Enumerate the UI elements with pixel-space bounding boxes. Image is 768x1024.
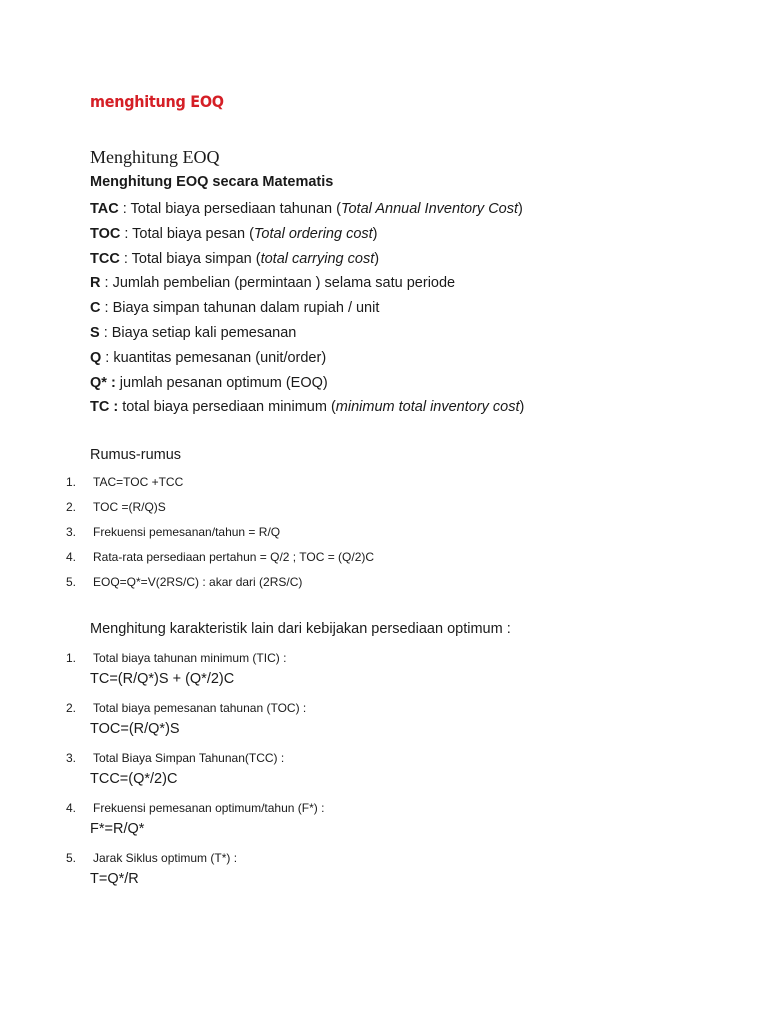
rumus-list xyxy=(66,470,374,595)
definition-item xyxy=(90,321,524,346)
definition-item xyxy=(90,395,524,420)
definition-text: : Biaya simpan tahunan dalam rupiah / unit xyxy=(100,300,380,317)
definition-text: : Jumlah pembelian (permintaan ) selama satu periode xyxy=(100,275,456,292)
definition-item xyxy=(90,296,524,321)
definition-item xyxy=(90,271,524,296)
list-text: EOQ=Q*=V(2RS/C) : akar dari (2RS/C) xyxy=(93,575,303,589)
list-item xyxy=(66,747,324,797)
definition-text: total biaya persediaan minimum ( xyxy=(118,399,336,416)
definition-term: TAC xyxy=(90,201,119,217)
list-item xyxy=(66,545,374,570)
list-item xyxy=(66,570,374,595)
definition-item xyxy=(90,346,524,371)
formula: T=Q*/R xyxy=(90,871,139,887)
definition-term: Q* : xyxy=(90,374,116,391)
list-number: 5. xyxy=(66,851,77,865)
list-item xyxy=(66,495,374,520)
list-label: Total biaya pemesanan tahunan (TOC) : xyxy=(93,701,307,715)
definition-term: R xyxy=(90,275,101,292)
list-item xyxy=(66,647,324,697)
rumus-heading: Rumus-rumus xyxy=(90,447,182,463)
list-label: Frekuensi pemesanan optimum/tahun (F*) : xyxy=(93,801,325,815)
list-item xyxy=(66,797,324,847)
list-number: 4. xyxy=(66,550,77,564)
definition-text: : kuantitas pemesanan (unit/order) xyxy=(101,349,327,366)
list-number: 1. xyxy=(66,651,77,665)
definition-item xyxy=(90,222,524,247)
definition-tail: ) xyxy=(518,201,523,217)
list-text: Frekuensi pemesanan/tahun = R/Q xyxy=(93,525,281,539)
list-text: Rata-rata persediaan pertahun = Q/2 ; TOC = (Q/2)C xyxy=(93,550,375,564)
definition-term: TCC xyxy=(90,250,120,267)
definition-text: : Total biaya pesan ( xyxy=(120,225,254,242)
list-text: TAC=TOC +TCC xyxy=(93,475,184,489)
definition-term: TOC xyxy=(90,225,121,242)
formula: TCC=(Q*/2)C xyxy=(90,771,178,787)
red-title: menghitung EOQ xyxy=(90,92,224,111)
list-label: Total Biaya Simpan Tahunan(TCC) : xyxy=(93,751,285,765)
list-item xyxy=(66,847,324,897)
list-number: 4. xyxy=(66,801,77,815)
list-number: 3. xyxy=(66,751,77,765)
list-label: Jarak Siklus optimum (T*) : xyxy=(93,851,238,865)
list-item xyxy=(66,697,324,747)
karakteristik-list xyxy=(66,647,324,897)
definition-italic: minimum total inventory cost xyxy=(335,399,520,416)
karakteristik-heading: Menghitung karakteristik lain dari kebijakan persediaan optimum : xyxy=(90,621,511,637)
list-item xyxy=(66,520,374,545)
definition-term: C xyxy=(90,300,101,317)
list-text: TOC =(R/Q)S xyxy=(93,500,166,514)
definition-tail: ) xyxy=(519,399,525,416)
definition-term: S xyxy=(90,324,100,341)
formula: TC=(R/Q*)S + (Q*/2)C xyxy=(90,671,235,687)
definition-text: : Total biaya simpan ( xyxy=(119,250,261,267)
list-number: 5. xyxy=(66,575,77,589)
list-label: Total biaya tahunan minimum (TIC) : xyxy=(93,651,287,665)
formula: TOC=(R/Q*)S xyxy=(90,721,180,737)
list-number: 3. xyxy=(66,525,77,539)
definition-italic: Total Annual Inventory Cost xyxy=(340,201,519,217)
definition-tail: ) xyxy=(374,250,380,267)
list-number: 2. xyxy=(66,701,77,715)
list-number: 2. xyxy=(66,500,77,514)
definition-item xyxy=(90,371,524,396)
definition-text: : Total biaya persediaan tahunan ( xyxy=(118,201,341,217)
definition-italic: total carrying cost xyxy=(260,250,375,267)
list-item xyxy=(66,470,374,495)
page-title: Menghitung EOQ xyxy=(90,147,220,167)
definition-term: TC : xyxy=(90,399,119,416)
definition-term: Q xyxy=(90,349,102,366)
definition-italic: Total ordering cost xyxy=(253,225,373,242)
definition-item xyxy=(90,247,524,272)
definitions-list xyxy=(90,197,524,420)
subheading: Menghitung EOQ secara Matematis xyxy=(90,174,334,190)
definition-item xyxy=(90,197,524,222)
list-number: 1. xyxy=(66,475,77,489)
definition-tail: ) xyxy=(372,225,378,242)
formula: F*=R/Q* xyxy=(90,821,145,837)
definition-text: : Biaya setiap kali pemesanan xyxy=(99,324,297,341)
definition-text: jumlah pesanan optimum (EOQ) xyxy=(115,374,328,391)
